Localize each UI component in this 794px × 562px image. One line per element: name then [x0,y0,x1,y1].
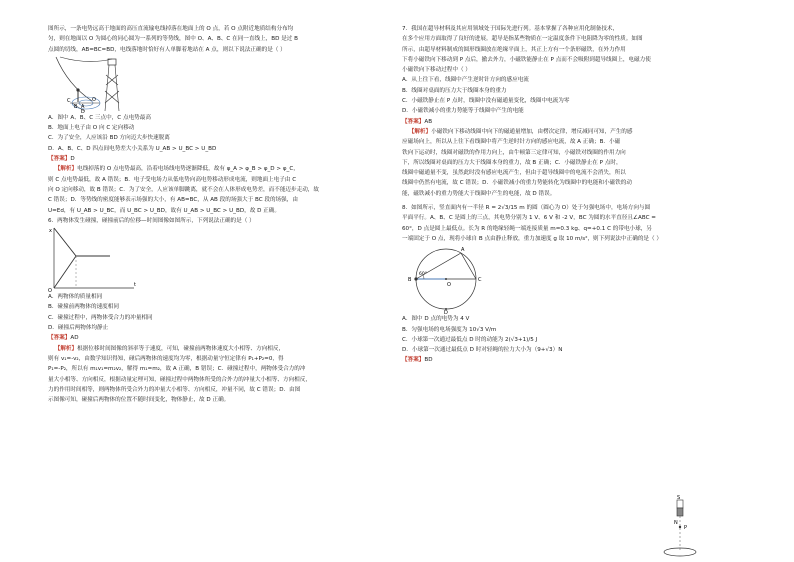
intro-line: 匀，则在地面以 O 为圆心的同心圆为一系列的等势线，图中 O、A、B、C 在同一直线上，BD 是过 B [48,36,298,43]
intro-line: 点圆的切线，AB=BC=BD，电线落地时恰好有人单脚着地站在 A 点，则以下说法正确的是（ ） [48,46,286,53]
answer-label: 【答案】 [48,156,71,163]
explanation-line: U=Ed，有 U_AB > U_BC，而 U_BC > U_BD，故有 U_AB > U_BC > U_BD，故 D 正确。 [48,207,280,214]
label-b: B [74,103,78,110]
explanation-line: 示图像可知，碰撞后两物体的位置不随时间变化，物体静止，故 D 正确。 [48,397,230,404]
magnet-figure [660,494,720,560]
explanation-line: 线圈中仍然有电流，故 C 错误；D．小磁铁减小的重力势能转化为线圈中的电能和小磁铁的动 [402,180,632,187]
q7-stem-line: 在多个应用方面取得了良好的进展。超导是指某些物质在一定温度条件下电阻降为零的性质。如图 [402,36,643,43]
right-column [402,24,752,366]
explanation-line: C 错误；D．等势线的密度能够表示场强的大小，有 AB=BC，从 AB 段的场强大于 BC 段的场强，由 [48,197,298,204]
q7-option: D．小磁铁减小的重力势能等于线圈中产生的电能 [402,108,524,115]
left-column [48,24,398,405]
q6-option: A．两物体的质量相同 [48,294,103,301]
q5-option: C．为了安全，人应该沿 BD 方向迈大步快速脱离 [48,135,170,142]
label-c: C [67,97,71,104]
answer-value: BD [424,357,433,364]
q8-option: B．匀强电场的电场强度为 10√3 V/m [402,326,497,333]
answer-value: AD [70,335,79,342]
q7-explanation [402,127,752,137]
label-a: A [461,247,465,254]
label-a: A [81,103,85,110]
explanation-line: 下，所以线圈对桌面的压力大于线圈本身的重力，故 B 正确；C．小磁铁静止在 P 点时， [402,159,622,166]
label-p: P [684,525,688,531]
explanation-line: 线圈中磁通量不变，虽然此时没有感应电流产生，但由于超导线圈中的电流不会消失，所以 [402,170,626,177]
explanation-line: 则有 v₁=-v₂，由数学知识得知，碰后两物体的速度均为零，根据动量守恒定律有 P₁+P₂=0，得 [48,355,284,362]
q8-stem-line: 60°，D 点是圆上最低点。长为 R 的绝缘轻绳一端连接质量 m=0.3 kg、q=+0.1 C 的带电小球，另 [402,225,652,232]
explanation-label: 【解析】 [54,345,78,352]
axis-t-label: t [134,282,136,289]
explanation-line: 铁向下运动时，线圈对磁铁的作用力向上，由牛顿第三定律可知，小磁铁对线圈的作用力向 [402,149,626,156]
label-o: O [447,282,451,289]
label-d: D [81,108,85,113]
q8-stem-line: 8．如图所示，竖直面内有一半径 R = 2√3/15 m 的圆（圆心为 O）处于匀强电场中，电场方向与圆 [402,205,651,212]
label-s: S [677,495,681,501]
label-b: B [408,277,412,284]
q5-explanation [48,164,398,174]
q6-explanation [48,344,398,354]
q8-option: A．图中 D 点的电势为 4 V [402,316,470,323]
label-d: D [444,310,448,315]
tower-figure [48,55,398,113]
xt-graph-figure [48,226,398,292]
q6-option: C．碰撞过程中，两物体受合力的冲量相同 [48,314,153,321]
explanation-line: 能，磁铁减小的重力势能大于线圈中产生的电能，故 D 错误。 [402,190,556,197]
angle-label: 60° [419,272,427,278]
magnet-n-pole [677,508,683,516]
explanation-line: 根据位移时间图像的斜率等于速度，可知，碰撞前两物体速度大小相等、方向相反， [77,345,285,352]
answer-value: AB [424,118,433,125]
answer-label: 【答案】 [402,118,425,125]
answer-value: D [70,156,75,163]
explanation-line: 小磁铁向下移动线圈中向下的磁通量增加，由楞次定律，增反减同可知，产生的感 [431,128,633,135]
q7-answer [402,117,752,127]
q5-option: A．图中 A、B、C 三点中，C 点电势最高 [48,114,151,121]
xt-graph [48,226,158,292]
q7-stem-line: 下将小磁铁向下移动到 P 点后，撤去外力，小磁铁能静止在 P 点而不会吸附到超导线圈上，电磁力使 [402,56,651,63]
q7-stem-line: 小磁铁向下移动过程中（ ） [402,67,471,74]
intro-line: 图所示，一条电势远高于地面的高压直流输电线掉落在地面上的 O 点，若 O 点附近地质结构分布均 [48,26,294,32]
q7-stem-line: 7．我国在超导材料及其应用领域处于国际先进行列。基本掌握了各种应用化制备技术， [402,26,619,32]
origin-label: O [48,288,52,293]
explanation-label: 【解析】 [408,128,432,135]
q5-option: D．A、B、C、D 四点间电势差大小关系为 U_AB > U_BC > U_BD [48,145,217,152]
explanation-line: P₁=-P₂，所以有 m₁v₁=m₂v₂，解得 m₁=m₂，故 A 正确，B 错误；C．碰撞过程中，两物体受合力的冲 [48,366,306,373]
axis-x-label: x [49,228,52,235]
q5-answer [48,154,398,164]
q8-option: C．小球第一次通过最低点 D 时的动能为 2(√3+1)/5 J [402,336,538,343]
q6-stem: 6．两物体发生碰撞，碰撞前后的位移—时间图像如图所示，下列说法正确的是（ ） [48,217,255,224]
answer-label: 【答案】 [402,357,425,364]
explanation-line: 应磁场向上，所以从上往下看线圈中将产生逆时针方向的感应电流，故 A 正确；B．小磁 [402,139,621,146]
q6-answer [48,333,398,343]
q7-option: C．小磁铁静止在 P 点时，线圈中没有磁通量变化，线圈中电流为零 [402,98,570,105]
q5-option: B．地面上电子由 O 向 C 定向移动 [48,125,135,132]
circle-diagram [402,244,512,314]
explanation-line: 则 C 点电势最低，故 A 错误；B．电子受电场力从低电势向高电势移动形成电流，则地面上电子由 C [48,176,297,183]
label-o: O [92,96,96,103]
tower-diagram [48,55,168,113]
q8-answer [402,355,752,365]
circle-figure [402,244,752,314]
q8-stem-line: 平面平行。A、B、C 是圆上的三点，其电势分别为 1 V、6 V 和 -2 V，BC 为圆的水平直径且∠ABC = [402,215,656,222]
q7-stem-line: 所示，由超导材料制成的圆形线圈放在绝缘平面上，其正上方有一个条形磁铁，在外力作用 [402,46,626,53]
explanation-line: 力的作用时间相等，则两物体所受合外力的冲量大小相等、方向相反，冲量不同，故 C 错误；D．由图 [48,386,301,393]
q8-stem-line: 一端固定于 O 点，现将小球自 B 点由静止释放，重力加速度 g 取 10 m/s²，则下列说法中正确的是（ ） [402,235,662,242]
magnet-s-pole [677,500,683,508]
explanation-line: 量大小相等、方向相反，根据动量定理可知，碰撞过程中两物体所受的合外力的冲量大小相等、方向相反， [48,376,311,383]
label-n: N [674,520,678,526]
q7-option: B．线圈对桌面的压力大于线圈本身的重力 [402,87,507,94]
q6-option: D．碰撞后两物体均静止 [48,325,109,332]
q6-option: B．碰撞前两物体的速度相同 [48,304,119,311]
explanation-line: 电线掉落的 O 点电势最高，沿着电场线电势逐渐降低，故有 φ_A > φ_B > φ_D > φ_C， [77,166,299,173]
explanation-label: 【解析】 [54,166,78,173]
q8-option: D．小球第一次通过最低点 D 时对轻绳的拉力大小为（9+√3）N [402,347,563,354]
label-c: C [478,277,482,284]
q7-option: A．从上往下看，线圈中产生逆时针方向的感应电流 [402,77,529,84]
answer-label: 【答案】 [48,335,71,342]
explanation-line: 向 O 定向移动，故 B 错误；C．为了安全，人应该单脚跳离，就不会在人体形成电势差，而不能迈步走动，故 [48,186,319,193]
